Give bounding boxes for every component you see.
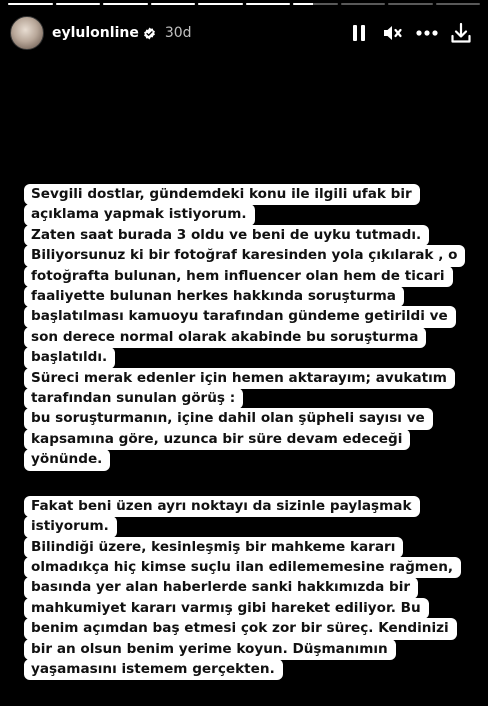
text-block <box>24 184 474 471</box>
text-line: başlatılması kamuoyu tarafından gündeme getirildi ve <box>24 306 456 327</box>
text-line: istiyorum. <box>24 516 117 537</box>
text-line: Fakat beni üzen ayrı noktayı da sizinle paylaşmak <box>24 496 420 517</box>
speaker-muted-icon <box>383 24 403 42</box>
pause-icon <box>351 24 367 42</box>
progress-segment <box>198 3 243 5</box>
text-line: basında yer alan haberlerde sanki hakkımızda bir <box>24 577 418 598</box>
text-line: Süreci merak edenler için hemen aktarayım; avukatım <box>24 368 455 389</box>
text-line: yönünde. <box>24 449 110 470</box>
text-line: son derece normal olarak akabinde bu soruşturma <box>24 327 426 348</box>
text-line: Zaten saat burada 3 oldu ve beni de uyku tutmadı. <box>24 225 429 246</box>
progress-segment <box>436 3 481 5</box>
download-button[interactable] <box>444 16 478 50</box>
text-line: olmadıkça hiç kimse suçlu ilan edilememesine rağmen, <box>24 557 461 578</box>
progress-segment <box>8 3 53 5</box>
text-line: benim açımdan baş etmesi çok zor bir süreç. Kendinizi <box>24 618 457 639</box>
progress-segment <box>246 3 291 5</box>
story-progress-bar <box>8 3 480 6</box>
story-header <box>10 14 478 52</box>
verified-badge-icon <box>143 27 156 40</box>
more-horizontal-icon <box>416 30 438 36</box>
progress-segment <box>341 3 386 5</box>
progress-segment <box>103 3 148 5</box>
text-line: Bilindiği üzere, kesinleşmiş bir mahkeme kararı <box>24 537 403 558</box>
text-line: faaliyette bulunan herkes hakkında soruşturma <box>24 286 404 307</box>
avatar[interactable] <box>10 16 44 50</box>
download-icon <box>450 22 472 44</box>
username[interactable]: eylulonline <box>52 25 139 41</box>
text-line: kapsamına göre, uzunca bir süre devam edeceği <box>24 429 410 450</box>
pause-button[interactable] <box>342 16 376 50</box>
post-time: 30d <box>164 25 192 41</box>
text-line: Sevgili dostlar, gündemdeki konu ile ilgili ufak bir <box>24 184 420 205</box>
text-line: tarafından sunulan görüş : <box>24 388 243 409</box>
text-line: bir an olsun benim yerime koyun. Düşmanımın <box>24 639 396 660</box>
text-line: bu soruşturmanın, içine dahil olan şüpheli sayısı ve <box>24 408 433 429</box>
text-line: mahkumiyet kararı varmış gibi hareket ediliyor. Bu <box>24 598 429 619</box>
text-line: açıklama yapmak istiyorum. <box>24 204 255 225</box>
text-line: Biliyorsunuz ki bir fotoğraf karesinden yola çıkılarak , o <box>24 245 465 266</box>
text-line: yaşamasını istemem gerçekten. <box>24 659 283 680</box>
more-options-button[interactable] <box>410 16 444 50</box>
mute-button[interactable] <box>376 16 410 50</box>
story-text <box>24 185 474 706</box>
text-block <box>24 496 474 681</box>
progress-segment <box>151 3 196 5</box>
text-line: başlatıldı. <box>24 347 115 368</box>
progress-segment <box>293 3 338 5</box>
text-line: fotoğrafta bulunan, hem influencer olan hem de ticari <box>24 266 453 287</box>
progress-segment <box>388 3 433 5</box>
progress-segment <box>56 3 101 5</box>
